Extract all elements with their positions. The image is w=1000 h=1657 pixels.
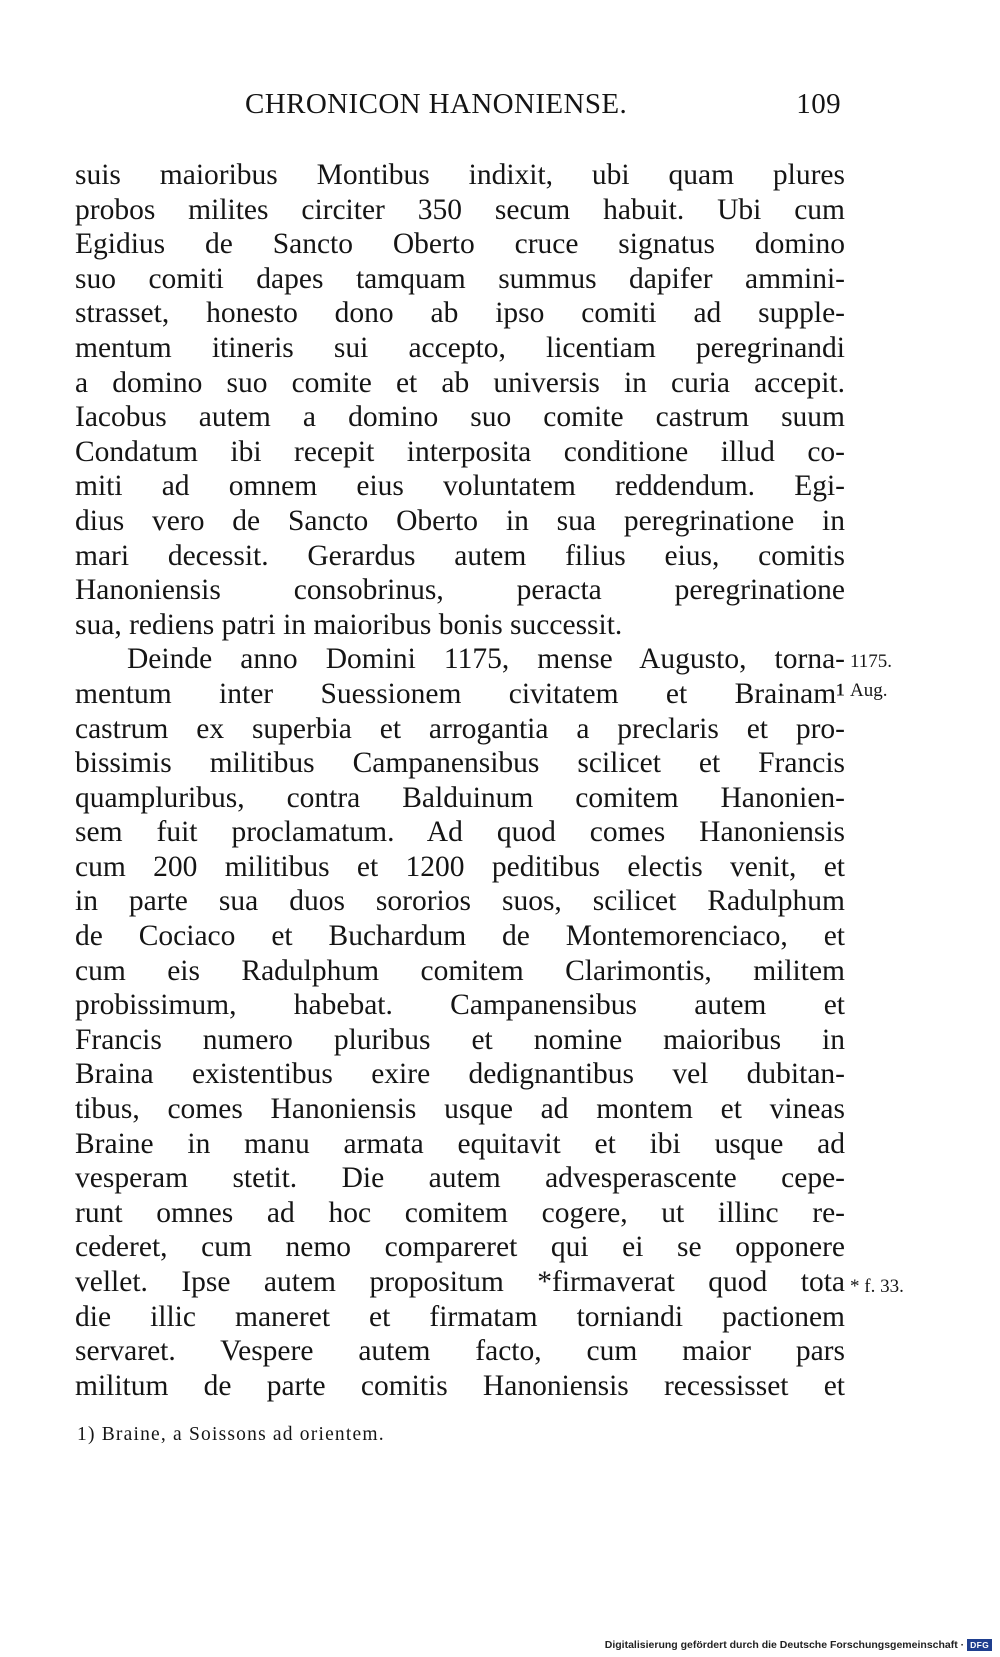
text-line: Francis numero pluribus et nomine maioribus in <box>75 1023 845 1056</box>
text-line: Braina existentibus exire dedignantibus vel dubitan- <box>75 1058 845 1091</box>
text-line: mentum itineris sui accepto, licentiam peregrinandi <box>75 331 845 364</box>
text-line: mentum inter Suessionem civitatem et Brainam¹ <box>75 677 845 710</box>
text-line: sem fuit proclamatum. Ad quod comes Hanoniensis <box>75 816 845 849</box>
page-number: 109 <box>796 88 841 120</box>
text-line: Deinde anno Domini 1175, mense Augusto, torna- <box>127 643 845 676</box>
text-line: in parte sua duos sororios suos, scilicet Radulphum <box>75 885 845 918</box>
running-title: CHRONICON HANONIENSE. <box>245 88 628 120</box>
text-line: Egidius de Sancto Oberto cruce signatus domino <box>75 228 845 261</box>
text-line: Iacobus autem a domino suo comite castrum suum <box>75 401 845 434</box>
digitization-credit <box>605 1639 992 1651</box>
text-line: miti ad omnem eius voluntatem reddendum. Egi- <box>75 470 845 503</box>
text-line: cum 200 militibus et 1200 peditibus electis venit, et <box>75 850 845 883</box>
text-line: Braine in manu armata equitavit et ibi usque ad <box>75 1127 845 1160</box>
text-line: vesperam stetit. Die autem advesperascente cepe- <box>75 1162 845 1195</box>
text-line: de Cociaco et Buchardum de Montemorenciaco, et <box>75 920 845 953</box>
text-line: Condatum ibi recepit interposita conditione illud co- <box>75 435 845 468</box>
text-line: vellet. Ipse autem propositum *firmaverat quod tota <box>75 1266 845 1298</box>
text-line: sua, rediens patri in maioribus bonis successit. <box>75 608 623 641</box>
text-line: strasset, honesto dono ab ipso comiti ad supple- <box>75 297 845 330</box>
text-line: bissimis militibus Campanensibus scilicet et Francis <box>75 747 845 780</box>
text-line: Hanoniensis consobrinus, peracta peregrinatione <box>75 574 845 607</box>
text-line: suis maioribus Montibus indixit, ubi quam plures <box>75 159 845 191</box>
text-line: probissimum, habebat. Campanensibus autem et <box>75 989 845 1022</box>
text-line: mari decessit. Gerardus autem filius eius, comitis <box>75 539 845 572</box>
dfg-logo: DFG <box>967 1639 992 1651</box>
text-line: militum de parte comitis Hanoniensis recessisset et <box>75 1369 845 1402</box>
text-line: runt omnes ad hoc comitem cogere, ut illinc re- <box>75 1196 845 1229</box>
text-line: servaret. Vespere autem facto, cum maior pars <box>75 1335 845 1368</box>
body-text <box>75 158 845 1403</box>
text-line: quampluribus, contra Balduinum comitem Hanonien- <box>75 781 845 814</box>
text-line: tibus, comes Hanoniensis usque ad montem et vineas <box>75 1093 845 1126</box>
footnote: 1) Braine, a Soissons ad orientem. <box>77 1424 385 1445</box>
running-head <box>75 88 845 128</box>
margin-note-year: 1175. <box>850 651 893 672</box>
text-line: die illic maneret et firmatam torniandi pactionem <box>75 1300 845 1333</box>
text-line: dius vero de Sancto Oberto in sua peregrinatione in <box>75 504 845 537</box>
margin-note-folio: * f. 33. <box>850 1276 904 1297</box>
text-line: a domino suo comite et ab universis in curia accepit. <box>75 366 845 399</box>
margin-note-month: Aug. <box>850 680 888 701</box>
text-line: castrum ex superbia et arrogantia a preclaris et pro- <box>75 712 845 745</box>
text-line: probos milites circiter 350 secum habuit. Ubi cum <box>75 193 845 226</box>
credit-text: Digitalisierung gefördert durch die Deutsche Forschungsgemeinschaft · <box>604 1639 965 1651</box>
text-line: cum eis Radulphum comitem Clarimontis, militem <box>75 954 845 987</box>
text-line: suo comiti dapes tamquam summus dapifer ammini- <box>75 262 845 295</box>
text-line: cederet, cum nemo compareret qui ei se opponere <box>75 1231 845 1264</box>
